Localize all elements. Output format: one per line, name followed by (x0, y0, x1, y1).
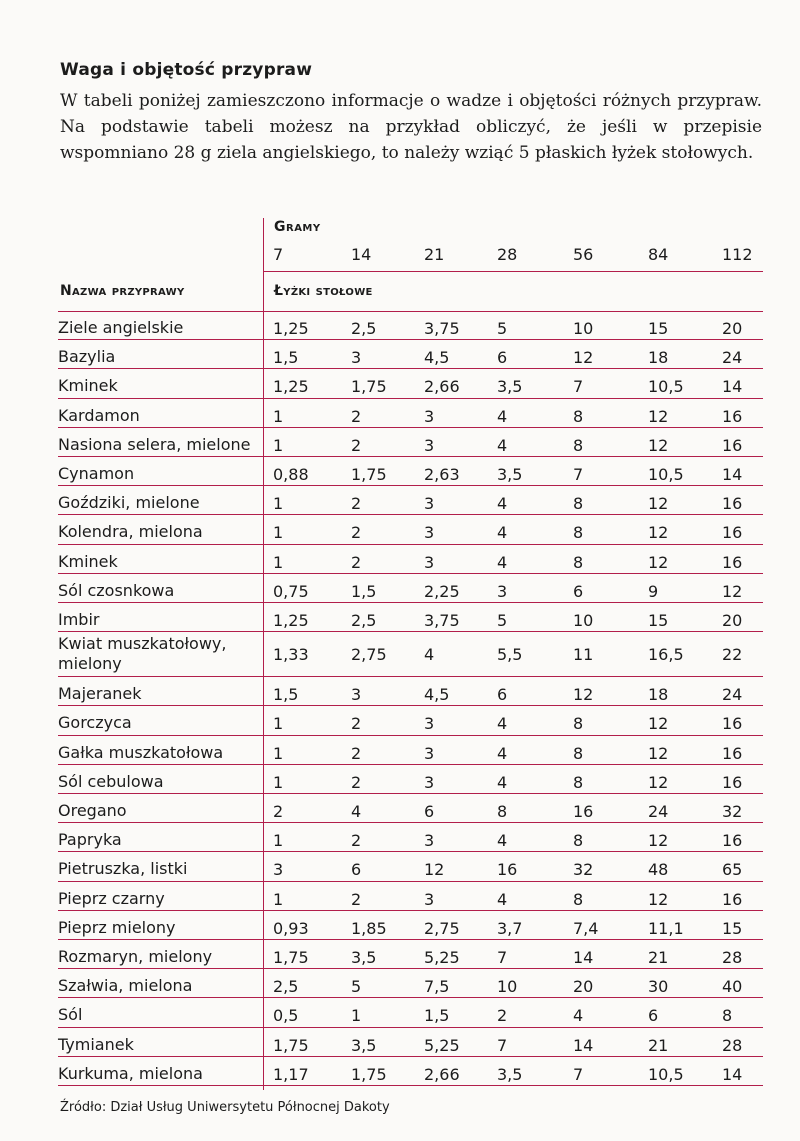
spoon-value: 4 (351, 802, 362, 821)
spoon-value: 12 (573, 685, 594, 705)
spoon-value: 8 (573, 714, 584, 734)
spoon-value: 7,4 (573, 918, 599, 938)
spoon-value: 8 (497, 802, 508, 821)
spoon-value: 1 (273, 406, 284, 426)
spice-name: Bazylia (58, 347, 116, 367)
spoon-value: 2 (497, 1006, 508, 1026)
grams-value: 14 (351, 245, 372, 264)
spice-name: Kolendra, mielona (58, 522, 203, 542)
spoon-value: 4 (497, 406, 508, 426)
spoon-value: 8 (573, 772, 584, 792)
spoon-value: 0,93 (273, 918, 309, 938)
grams-value: 21 (424, 245, 445, 264)
spoon-value: 24 (722, 685, 743, 705)
table-row (0, 340, 800, 369)
spice-name: Cynamon (58, 464, 135, 483)
spoon-value: 30 (648, 977, 669, 997)
spoon-value: 20 (722, 611, 743, 630)
spoon-value: 6 (648, 1006, 659, 1026)
spice-name: Majeranek (58, 684, 142, 704)
spoon-value: 10,5 (648, 465, 684, 484)
spice-name: Kardamon (58, 405, 140, 425)
spoon-value: 21 (648, 1035, 669, 1055)
spoon-value: 16 (722, 831, 743, 851)
spoon-value: 16 (722, 743, 743, 763)
spoon-value: 2 (351, 435, 362, 455)
spoon-value: 5,5 (497, 645, 523, 665)
spoon-value: 3,5 (497, 377, 523, 397)
spice-name: Rozmaryn, mielony (58, 947, 213, 966)
spoon-value: 1 (273, 743, 284, 763)
spoon-value: 3 (273, 860, 284, 880)
spoon-value: 3,5 (497, 465, 523, 484)
spoon-value: 2,5 (273, 977, 299, 997)
spoon-value: 8 (573, 831, 584, 851)
table-row (0, 428, 800, 457)
spice-name: Kurkuma, mielona (58, 1063, 203, 1083)
spoon-value: 1,5 (424, 1006, 450, 1026)
page-title: Waga i objętość przypraw (60, 60, 313, 80)
table-row (0, 574, 800, 603)
spoon-value: 14 (573, 948, 594, 967)
spoon-value: 3 (351, 685, 362, 705)
spoon-value: 0,5 (273, 1006, 299, 1026)
spoon-value: 2 (351, 831, 362, 851)
spoon-value: 2 (351, 523, 362, 543)
spoon-value: 6 (573, 581, 584, 601)
spoon-value: 2,5 (351, 319, 377, 338)
table-row (0, 911, 800, 940)
spice-name: Kminek (58, 376, 118, 396)
spoon-value: 32 (573, 860, 594, 880)
spoon-value: 65 (722, 860, 743, 880)
table-row (0, 882, 800, 911)
spoon-value: 4 (497, 772, 508, 792)
spoon-value: 11 (573, 645, 594, 665)
spoon-value: 5 (351, 977, 362, 997)
spoon-value: 6 (424, 802, 435, 821)
spoon-value: 3 (424, 714, 435, 734)
spoon-value: 3,7 (497, 918, 523, 938)
table-row (0, 515, 800, 544)
spoon-value: 1 (273, 435, 284, 455)
grams-value: 84 (648, 245, 669, 264)
table-row (0, 794, 800, 823)
spoon-value: 4 (497, 494, 508, 514)
table-row (0, 369, 800, 398)
spice-name: Szałwia, mielona (58, 976, 193, 996)
spoon-value: 12 (648, 831, 669, 851)
spoon-value: 48 (648, 860, 669, 880)
spoon-value: 22 (722, 645, 743, 665)
spoon-value: 2,66 (424, 1064, 460, 1084)
spoon-value: 14 (722, 377, 743, 397)
spoon-value: 1 (273, 523, 284, 543)
spoon-value: 7 (497, 948, 508, 967)
spoon-value: 1 (273, 494, 284, 514)
spoon-value: 3 (424, 831, 435, 851)
spoon-value: 2,5 (351, 611, 377, 630)
spoon-value: 1,25 (273, 319, 309, 338)
table-row (0, 852, 800, 881)
spoon-value: 2 (351, 494, 362, 514)
spoon-value: 3 (424, 406, 435, 426)
spoon-value: 10 (573, 319, 594, 338)
spoon-value: 12 (648, 552, 669, 572)
spoon-value: 20 (722, 319, 743, 338)
spoon-value: 3,5 (497, 1064, 523, 1084)
grams-value: 112 (722, 245, 753, 264)
name-column-header: Nazwa przyprawy (60, 283, 185, 299)
spoon-value: 4 (573, 1006, 584, 1026)
spoon-value: 12 (648, 494, 669, 514)
spoon-value: 6 (351, 860, 362, 880)
spoon-value: 7 (573, 377, 584, 397)
spice-name: Pieprz czarny (58, 888, 165, 908)
spoon-value: 16 (722, 889, 743, 909)
table-row (0, 457, 800, 486)
spoon-value: 16,5 (648, 645, 684, 665)
spoon-value: 1 (273, 831, 284, 851)
spoon-value: 20 (573, 977, 594, 997)
spoon-value: 2 (351, 889, 362, 909)
spoon-value: 7 (573, 1064, 584, 1084)
spoon-value: 8 (573, 743, 584, 763)
spoon-value: 3 (424, 743, 435, 763)
spice-name: Papryka (58, 830, 122, 850)
spoon-value: 16 (722, 435, 743, 455)
grams-value: 56 (573, 245, 594, 264)
spoon-value: 6 (497, 348, 508, 368)
row-rule (58, 1085, 763, 1086)
spoon-value: 16 (573, 802, 594, 821)
spoon-value: 8 (573, 889, 584, 909)
spoon-value: 1,75 (273, 948, 309, 967)
spoon-value: 12 (648, 406, 669, 426)
table-row (0, 706, 800, 735)
spoon-value: 10 (573, 611, 594, 630)
spoon-value: 16 (722, 406, 743, 426)
spoons-header: Łyżki stołowe (274, 283, 373, 299)
intro-paragraph: W tabeli poniżej zamieszczono informacje o wadze i objętości różnych przypraw. Na podstawie tabeli możesz na przykład obliczyć, że jeśli w przepisie wspomniano 28 g ziela angielskiego, to należy wziąć 5 płaskich łyżek stołowych. (60, 91, 762, 163)
spoon-value: 7 (573, 465, 584, 484)
spice-name: Sól czosnkowa (58, 580, 175, 600)
spoon-value: 5 (497, 611, 508, 630)
spoon-value: 10 (497, 977, 518, 997)
spoon-value: 32 (722, 802, 743, 821)
spoon-value: 40 (722, 977, 743, 997)
grams-value: 28 (497, 245, 518, 264)
spoon-value: 2 (273, 802, 284, 821)
spoon-value: 3 (497, 581, 508, 601)
spoon-value: 16 (722, 714, 743, 734)
spoon-value: 4,5 (424, 685, 450, 705)
spoon-value: 1,75 (351, 377, 387, 397)
table-row (0, 736, 800, 765)
table-row (0, 940, 800, 969)
spoon-value: 11,1 (648, 918, 684, 938)
spoon-value: 15 (648, 319, 669, 338)
spoon-value: 1,17 (273, 1064, 309, 1084)
spoon-value: 2 (351, 552, 362, 572)
spice-name: Sól cebulowa (58, 771, 164, 791)
spoon-value: 4 (497, 889, 508, 909)
spoon-value: 1,5 (351, 581, 377, 601)
source-note: Źródło: Dział Usług Uniwersytetu Północnej Dakoty (60, 1100, 390, 1115)
spice-name: Imbir (58, 610, 100, 629)
grams-value: 7 (273, 245, 284, 264)
spoon-value: 10,5 (648, 1064, 684, 1084)
spoon-value: 3,75 (424, 319, 460, 338)
spoon-value: 1 (351, 1006, 362, 1026)
table-row (0, 399, 800, 428)
spoon-value: 1,25 (273, 611, 309, 630)
spoon-value: 12 (648, 523, 669, 543)
spice-name: Goździki, mielone (58, 493, 200, 513)
spoon-value: 5,25 (424, 948, 460, 967)
spoon-value: 15 (722, 918, 743, 938)
spoon-value: 8 (573, 552, 584, 572)
spoon-value: 7 (497, 1035, 508, 1055)
table-row (0, 311, 800, 340)
spoon-value: 1 (273, 889, 284, 909)
spoon-value: 16 (722, 494, 743, 514)
spoon-value: 1,25 (273, 377, 309, 397)
spice-name: Kwiat muszkatołowy, mielony (58, 634, 227, 674)
spoon-value: 8 (573, 406, 584, 426)
spoon-value: 3 (424, 772, 435, 792)
spoon-value: 3 (424, 552, 435, 572)
spoon-value: 12 (648, 772, 669, 792)
spoon-value: 5,25 (424, 1035, 460, 1055)
spoon-value: 2,25 (424, 581, 460, 601)
table-row (0, 677, 800, 706)
spoon-value: 8 (573, 523, 584, 543)
spice-name: Sól (58, 1005, 83, 1025)
spice-name: Ziele angielskie (58, 318, 184, 337)
spoon-value: 4 (497, 523, 508, 543)
grams-header: Gramy (274, 219, 321, 235)
spoon-value: 3,75 (424, 611, 460, 630)
spoon-value: 2,75 (424, 918, 460, 938)
spoon-value: 3 (424, 889, 435, 909)
spoon-value: 3 (424, 435, 435, 455)
spoon-value: 3 (351, 348, 362, 368)
spoon-value: 0,75 (273, 581, 309, 601)
spice-name: Gałka muszkatołowa (58, 742, 224, 762)
spoon-value: 0,88 (273, 465, 309, 484)
spoon-value: 8 (573, 494, 584, 514)
spoon-value: 1 (273, 714, 284, 734)
spoon-value: 16 (497, 860, 518, 880)
spoon-value: 1,33 (273, 645, 309, 665)
spoon-value: 16 (722, 523, 743, 543)
spoon-value: 2 (351, 406, 362, 426)
spoon-value: 21 (648, 948, 669, 967)
spoon-value: 3,5 (351, 1035, 377, 1055)
spoon-value: 14 (722, 1064, 743, 1084)
spoon-value: 1,75 (273, 1035, 309, 1055)
table-row (0, 823, 800, 852)
header-divider (263, 271, 763, 272)
table-row (0, 765, 800, 794)
table-row (0, 969, 800, 998)
spoon-value: 1,85 (351, 918, 387, 938)
spoon-value: 4 (497, 552, 508, 572)
table-row (0, 545, 800, 574)
spoon-value: 1 (273, 772, 284, 792)
spoon-value: 12 (648, 889, 669, 909)
spoon-value: 18 (648, 348, 669, 368)
spoon-value: 4 (497, 831, 508, 851)
spoon-value: 1,5 (273, 685, 299, 705)
spoon-value: 12 (648, 435, 669, 455)
spoon-value: 2,75 (351, 645, 387, 665)
spice-name: Tymianek (58, 1034, 134, 1054)
spoon-value: 2 (351, 714, 362, 734)
spice-name: Oregano (58, 801, 127, 820)
spoon-value: 10,5 (648, 377, 684, 397)
spoon-value: 24 (722, 348, 743, 368)
spoon-value: 6 (497, 685, 508, 705)
spoon-value: 16 (722, 772, 743, 792)
spoon-value: 1,75 (351, 1064, 387, 1084)
spice-name: Nasiona selera, mielone (58, 434, 251, 454)
spoon-value: 12 (648, 714, 669, 734)
spoon-value: 12 (424, 860, 445, 880)
spoon-value: 9 (648, 581, 659, 601)
spoon-value: 1 (273, 552, 284, 572)
spoon-value: 5 (497, 319, 508, 338)
spoon-value: 4 (497, 714, 508, 734)
spoon-value: 15 (648, 611, 669, 630)
spoon-value: 28 (722, 1035, 743, 1055)
spoon-value: 24 (648, 802, 669, 821)
spoon-value: 4 (497, 435, 508, 455)
spoon-value: 3,5 (351, 948, 377, 967)
spoon-value: 18 (648, 685, 669, 705)
spoon-value: 2 (351, 772, 362, 792)
spoon-value: 14 (722, 465, 743, 484)
spoon-value: 16 (722, 552, 743, 572)
spoon-value: 1,5 (273, 348, 299, 368)
spice-name: Pietruszka, listki (58, 859, 188, 879)
spoon-value: 7,5 (424, 977, 450, 997)
spoon-value: 4 (424, 645, 435, 665)
spice-name: Kminek (58, 551, 118, 571)
spoon-value: 12 (573, 348, 594, 368)
spoon-value: 3 (424, 494, 435, 514)
spoon-value: 1,75 (351, 465, 387, 484)
spoon-value: 28 (722, 948, 743, 967)
table-row (0, 486, 800, 515)
spoon-value: 4,5 (424, 348, 450, 368)
table-row (0, 1028, 800, 1057)
spoon-value: 3 (424, 523, 435, 543)
spoon-value: 12 (722, 581, 743, 601)
spoon-value: 4 (497, 743, 508, 763)
table-row (0, 1057, 800, 1086)
spoon-value: 2,66 (424, 377, 460, 397)
spice-name: Pieprz mielony (58, 917, 176, 937)
spice-name: Gorczyca (58, 713, 132, 733)
spoon-value: 2,63 (424, 465, 460, 484)
spoon-value: 2 (351, 743, 362, 763)
table-row (0, 998, 800, 1027)
table-row (0, 603, 800, 632)
spoon-value: 14 (573, 1035, 594, 1055)
spoon-value: 12 (648, 743, 669, 763)
table-row (0, 632, 800, 677)
spoon-value: 8 (573, 435, 584, 455)
spoon-value: 8 (722, 1006, 733, 1026)
